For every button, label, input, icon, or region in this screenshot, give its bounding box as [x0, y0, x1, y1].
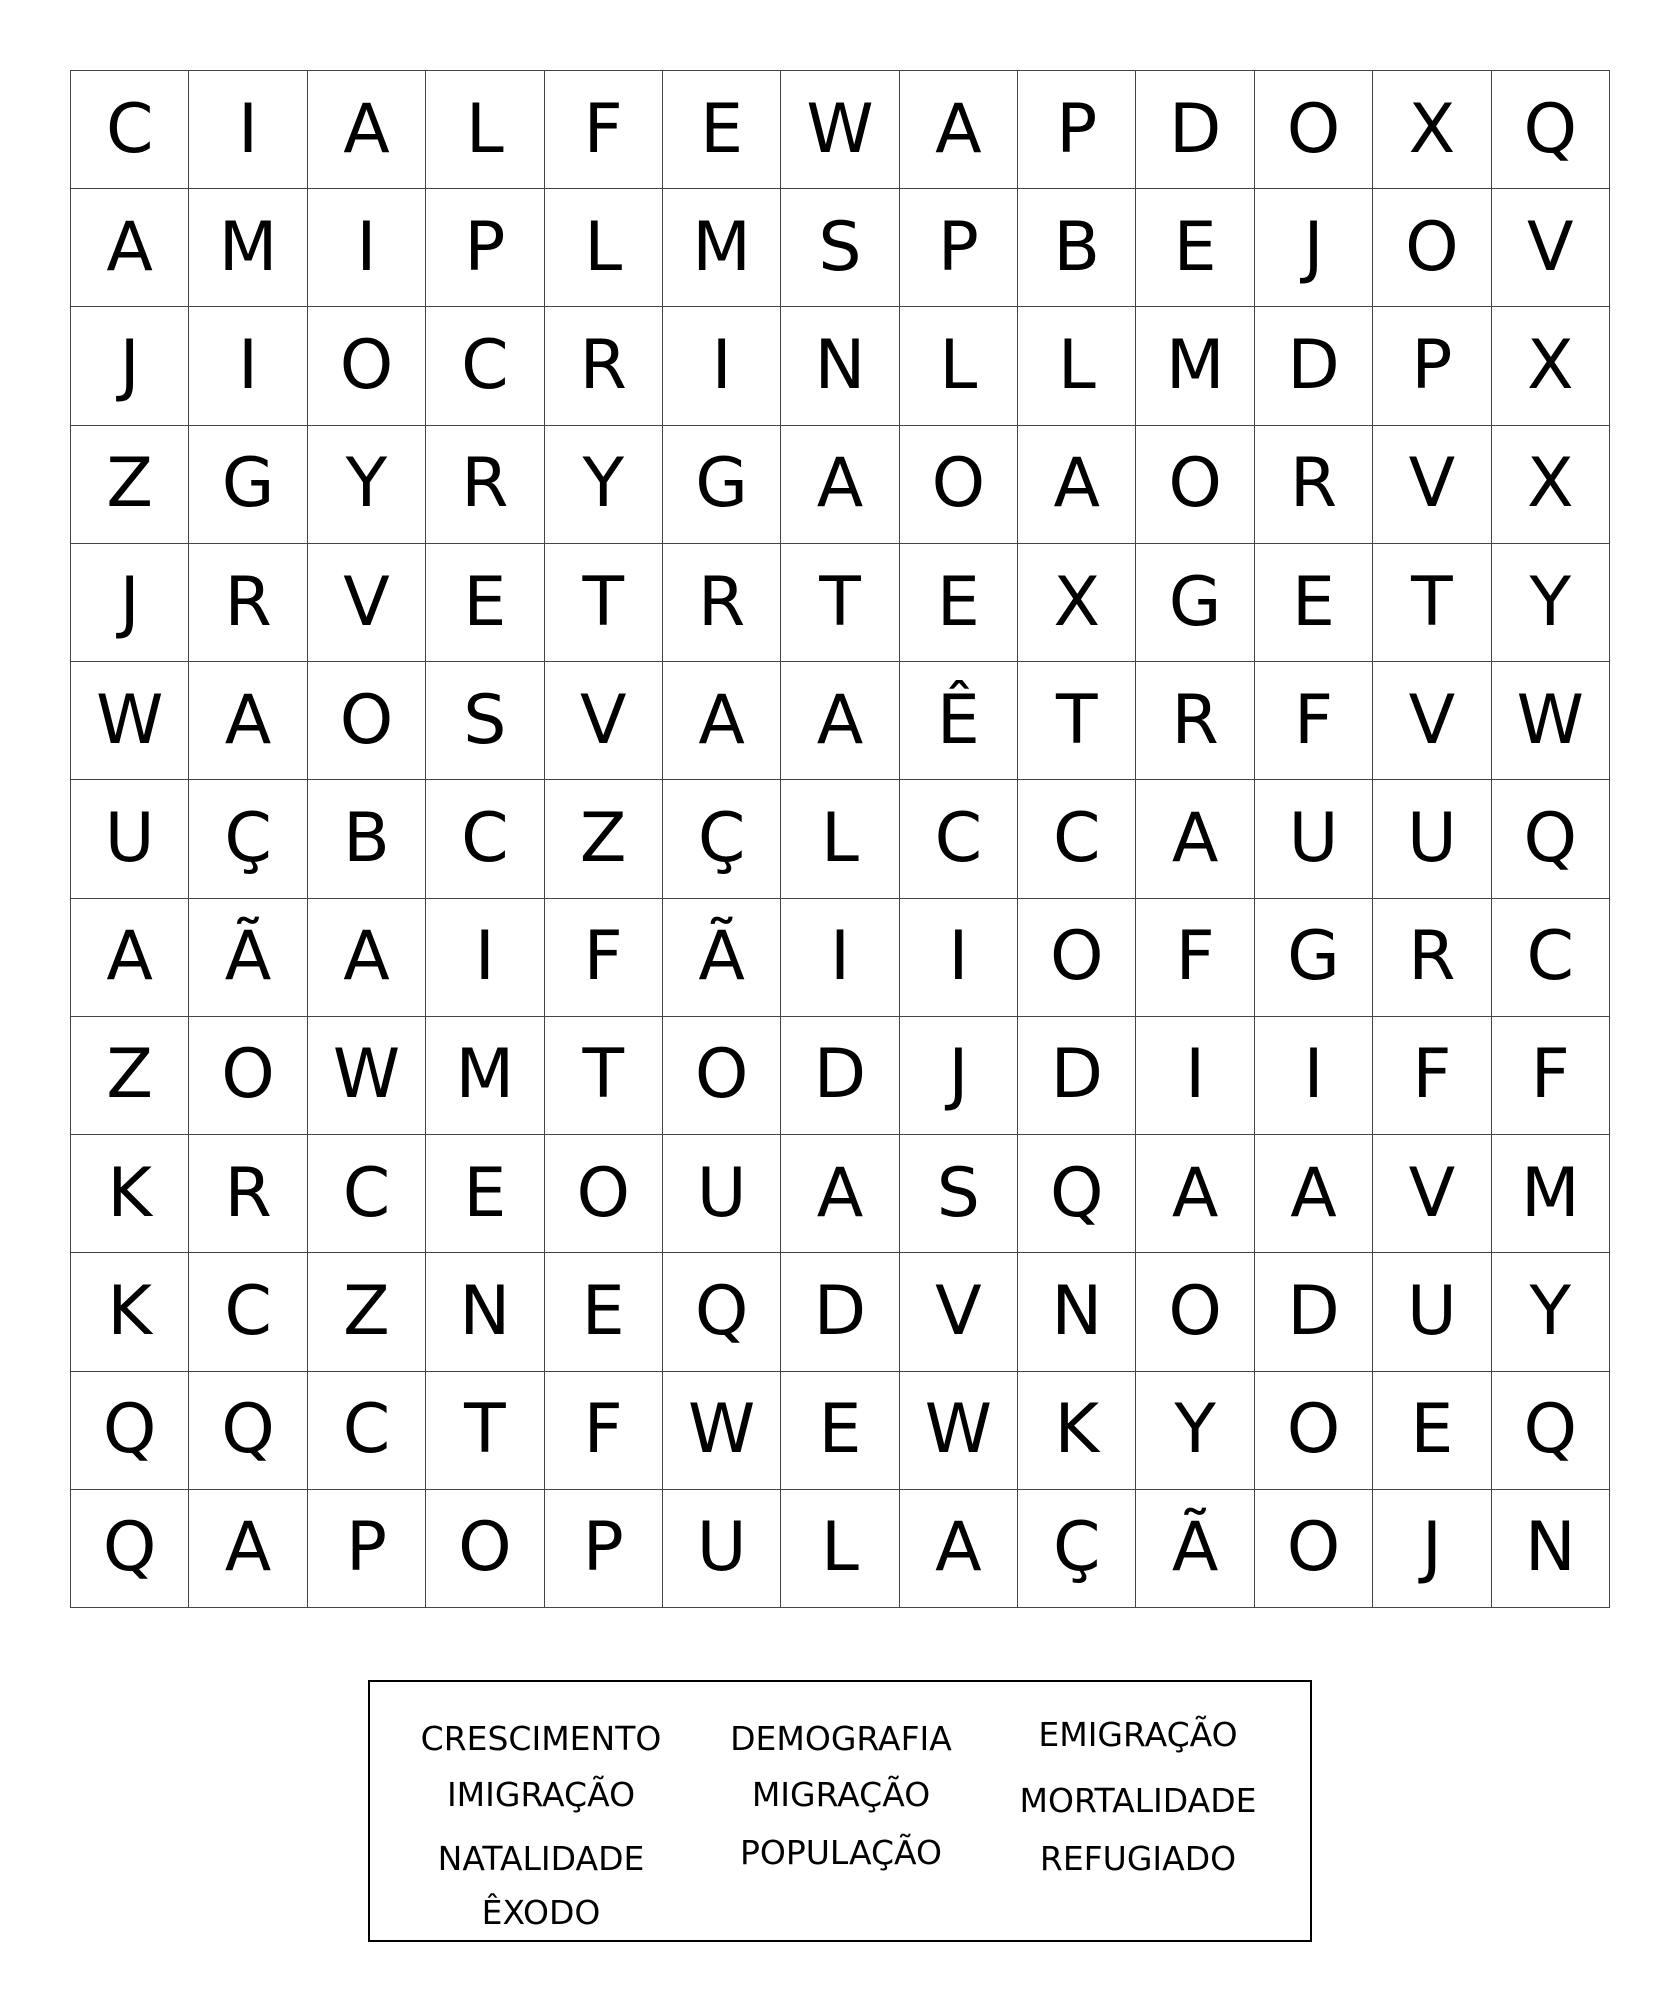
grid-cell[interactable]: I: [900, 899, 1018, 1017]
grid-cell[interactable]: O: [663, 1017, 781, 1135]
grid-cell[interactable]: F: [1136, 899, 1254, 1017]
grid-cell[interactable]: O: [1373, 189, 1491, 307]
grid-cell[interactable]: W: [663, 1372, 781, 1490]
grid-cell[interactable]: G: [1136, 544, 1254, 662]
grid-cell[interactable]: K: [71, 1135, 189, 1253]
grid-cell[interactable]: J: [900, 1017, 1018, 1135]
grid-cell[interactable]: O: [1018, 899, 1136, 1017]
grid-cell[interactable]: P: [426, 189, 544, 307]
grid-cell[interactable]: D: [1255, 307, 1373, 425]
grid-cell[interactable]: E: [900, 544, 1018, 662]
grid-cell[interactable]: T: [426, 1372, 544, 1490]
grid-cell[interactable]: G: [189, 426, 307, 544]
grid-cell[interactable]: M: [426, 1017, 544, 1135]
grid-cell[interactable]: C: [308, 1135, 426, 1253]
grid-cell[interactable]: I: [1255, 1017, 1373, 1135]
grid-cell[interactable]: B: [308, 780, 426, 898]
grid-cell[interactable]: A: [663, 662, 781, 780]
word-demografia: DEMOGRAFIA: [730, 1719, 952, 1758]
grid-cell[interactable]: Q: [71, 1372, 189, 1490]
word-search-grid: [70, 70, 1610, 1608]
grid-cell[interactable]: T: [545, 544, 663, 662]
grid-cell[interactable]: Ã: [1136, 1490, 1254, 1608]
grid-cell[interactable]: T: [781, 544, 899, 662]
grid-cell[interactable]: M: [189, 189, 307, 307]
grid-cell[interactable]: U: [1373, 1253, 1491, 1371]
grid-cell[interactable]: F: [1492, 1017, 1610, 1135]
grid-cell[interactable]: Q: [1492, 780, 1610, 898]
grid-cell[interactable]: X: [1018, 544, 1136, 662]
grid-cell[interactable]: Z: [71, 1017, 189, 1135]
word-refugiado: REFUGIADO: [1039, 1839, 1237, 1878]
grid-cell[interactable]: N: [426, 1253, 544, 1371]
grid-cell[interactable]: C: [426, 780, 544, 898]
grid-cell[interactable]: O: [1255, 1490, 1373, 1608]
grid-cell[interactable]: Y: [1492, 1253, 1610, 1371]
grid-cell[interactable]: P: [900, 189, 1018, 307]
grid-cell[interactable]: E: [663, 71, 781, 189]
grid-cell[interactable]: M: [1136, 307, 1254, 425]
grid-cell[interactable]: O: [1136, 426, 1254, 544]
grid-cell[interactable]: Z: [545, 780, 663, 898]
word-emigracao: EMIGRAÇÃO: [1038, 1715, 1238, 1754]
grid-cell[interactable]: P: [1018, 71, 1136, 189]
grid-cell[interactable]: V: [1492, 189, 1610, 307]
grid-cell[interactable]: C: [1018, 780, 1136, 898]
grid-cell[interactable]: K: [71, 1253, 189, 1371]
grid-cell[interactable]: Q: [1018, 1135, 1136, 1253]
grid-cell[interactable]: C: [426, 307, 544, 425]
grid-cell[interactable]: A: [71, 899, 189, 1017]
grid-cell[interactable]: I: [426, 899, 544, 1017]
grid-cell[interactable]: U: [1255, 780, 1373, 898]
grid-cell[interactable]: R: [189, 1135, 307, 1253]
grid-cell[interactable]: A: [71, 189, 189, 307]
grid-cell[interactable]: Q: [71, 1490, 189, 1608]
grid-cell[interactable]: W: [900, 1372, 1018, 1490]
grid-cell[interactable]: I: [308, 189, 426, 307]
grid-cell[interactable]: W: [1492, 662, 1610, 780]
word-populacao: POPULAÇÃO: [739, 1833, 943, 1872]
grid-cell[interactable]: O: [1255, 71, 1373, 189]
grid-cell[interactable]: I: [189, 307, 307, 425]
grid-cell[interactable]: R: [1373, 899, 1491, 1017]
grid-cell[interactable]: A: [189, 662, 307, 780]
grid-cell[interactable]: X: [1492, 426, 1610, 544]
grid-cell[interactable]: X: [1492, 307, 1610, 425]
grid-cell[interactable]: U: [71, 780, 189, 898]
grid-cell[interactable]: D: [1255, 1253, 1373, 1371]
grid-cell[interactable]: Q: [189, 1372, 307, 1490]
grid-cell[interactable]: C: [308, 1372, 426, 1490]
grid-cell[interactable]: P: [545, 1490, 663, 1608]
word-crescimento: CRESCIMENTO: [420, 1719, 662, 1758]
word-list-box: [368, 1680, 1312, 1942]
grid-cell[interactable]: I: [1136, 1017, 1254, 1135]
grid-cell[interactable]: A: [781, 662, 899, 780]
grid-cell[interactable]: Y: [1136, 1372, 1254, 1490]
grid-cell[interactable]: A: [189, 1490, 307, 1608]
grid-cell[interactable]: D: [1136, 71, 1254, 189]
grid-cell[interactable]: R: [663, 544, 781, 662]
grid-cell[interactable]: O: [900, 426, 1018, 544]
grid-cell[interactable]: N: [1018, 1253, 1136, 1371]
grid-cell[interactable]: O: [545, 1135, 663, 1253]
grid-cell[interactable]: L: [781, 780, 899, 898]
grid-cell[interactable]: G: [663, 426, 781, 544]
grid-cell[interactable]: M: [663, 189, 781, 307]
grid-cell[interactable]: Z: [71, 426, 189, 544]
grid-cell[interactable]: L: [781, 1490, 899, 1608]
word-migracao: MIGRAÇÃO: [751, 1775, 931, 1814]
grid-cell[interactable]: E: [426, 544, 544, 662]
grid-cell[interactable]: Y: [308, 426, 426, 544]
grid-cell[interactable]: X: [1373, 71, 1491, 189]
grid-cell[interactable]: V: [308, 544, 426, 662]
grid-cell[interactable]: J: [71, 544, 189, 662]
grid-cell[interactable]: R: [1255, 426, 1373, 544]
grid-cell[interactable]: F: [545, 71, 663, 189]
grid-cell[interactable]: A: [781, 426, 899, 544]
grid-cell[interactable]: J: [1373, 1490, 1491, 1608]
grid-cell[interactable]: F: [1373, 1017, 1491, 1135]
grid-cell[interactable]: Q: [663, 1253, 781, 1371]
grid-cell[interactable]: A: [308, 71, 426, 189]
grid-cell[interactable]: A: [900, 1490, 1018, 1608]
grid-cell[interactable]: Ç: [1018, 1490, 1136, 1608]
grid-cell[interactable]: G: [1255, 899, 1373, 1017]
grid-cell[interactable]: D: [781, 1017, 899, 1135]
grid-cell[interactable]: O: [1255, 1372, 1373, 1490]
grid-cell[interactable]: Z: [308, 1253, 426, 1371]
grid-cell[interactable]: L: [1018, 307, 1136, 425]
grid-cell[interactable]: Ã: [663, 899, 781, 1017]
grid-cell[interactable]: O: [1136, 1253, 1254, 1371]
grid-cell[interactable]: V: [545, 662, 663, 780]
grid-cell[interactable]: P: [1373, 307, 1491, 425]
word-mortalidade: MORTALIDADE: [1019, 1781, 1257, 1820]
grid-cell[interactable]: O: [308, 307, 426, 425]
grid-cell[interactable]: O: [426, 1490, 544, 1608]
grid-cell[interactable]: S: [781, 189, 899, 307]
grid-cell[interactable]: Ê: [900, 662, 1018, 780]
grid-cell[interactable]: Ã: [189, 899, 307, 1017]
grid-cell[interactable]: A: [308, 899, 426, 1017]
grid-cell[interactable]: R: [189, 544, 307, 662]
word-natalidade: NATALIDADE: [437, 1839, 645, 1878]
grid-cell[interactable]: T: [1018, 662, 1136, 780]
word-exodo: ÊXODO: [481, 1893, 601, 1932]
grid-cell[interactable]: O: [308, 662, 426, 780]
grid-cell[interactable]: L: [900, 307, 1018, 425]
grid-cell[interactable]: E: [1373, 1372, 1491, 1490]
grid-cell[interactable]: L: [545, 189, 663, 307]
grid-cell[interactable]: V: [1373, 426, 1491, 544]
grid-cell[interactable]: C: [900, 780, 1018, 898]
grid-cell[interactable]: T: [1373, 544, 1491, 662]
grid-cell[interactable]: Y: [545, 426, 663, 544]
grid-cell[interactable]: W: [71, 662, 189, 780]
grid-cell[interactable]: C: [1492, 899, 1610, 1017]
grid-cell[interactable]: J: [71, 307, 189, 425]
grid-cell[interactable]: A: [900, 71, 1018, 189]
grid-cell[interactable]: W: [781, 71, 899, 189]
grid-cell[interactable]: A: [1136, 1135, 1254, 1253]
grid-cell[interactable]: F: [545, 1372, 663, 1490]
grid-cell[interactable]: B: [1018, 189, 1136, 307]
grid-cell[interactable]: I: [189, 71, 307, 189]
grid-cell[interactable]: S: [900, 1135, 1018, 1253]
grid-cell[interactable]: R: [1136, 662, 1254, 780]
grid-cell[interactable]: E: [426, 1135, 544, 1253]
grid-cell[interactable]: D: [1018, 1017, 1136, 1135]
grid-cell[interactable]: Q: [1492, 1372, 1610, 1490]
grid-cell[interactable]: T: [545, 1017, 663, 1135]
grid-cell[interactable]: A: [1136, 780, 1254, 898]
grid-cell[interactable]: W: [308, 1017, 426, 1135]
grid-cell[interactable]: E: [781, 1372, 899, 1490]
grid-cell[interactable]: Ç: [189, 780, 307, 898]
grid-cell[interactable]: R: [545, 307, 663, 425]
grid-cell[interactable]: Q: [1492, 71, 1610, 189]
grid-cell[interactable]: V: [1373, 662, 1491, 780]
grid-cell[interactable]: K: [1018, 1372, 1136, 1490]
grid-cell[interactable]: O: [189, 1017, 307, 1135]
word-imigracao: IMIGRAÇÃO: [446, 1775, 636, 1814]
grid-cell[interactable]: Y: [1492, 544, 1610, 662]
grid-cell[interactable]: F: [545, 899, 663, 1017]
grid-cell[interactable]: V: [1373, 1135, 1491, 1253]
grid-cell[interactable]: C: [71, 71, 189, 189]
grid-cell[interactable]: P: [308, 1490, 426, 1608]
grid-cell[interactable]: U: [1373, 780, 1491, 898]
grid-cell[interactable]: F: [1255, 662, 1373, 780]
grid-cell[interactable]: Ç: [663, 780, 781, 898]
grid-cell[interactable]: N: [781, 307, 899, 425]
grid-cell[interactable]: M: [1492, 1135, 1610, 1253]
grid-cell[interactable]: N: [1492, 1490, 1610, 1608]
grid-cell[interactable]: E: [1136, 189, 1254, 307]
grid-cell[interactable]: R: [426, 426, 544, 544]
grid-cell[interactable]: I: [663, 307, 781, 425]
grid-cell[interactable]: E: [1255, 544, 1373, 662]
grid-cell[interactable]: A: [781, 1135, 899, 1253]
grid-cell[interactable]: C: [189, 1253, 307, 1371]
grid-cell[interactable]: V: [900, 1253, 1018, 1371]
grid-cell[interactable]: J: [1255, 189, 1373, 307]
grid-cell[interactable]: D: [781, 1253, 899, 1371]
grid-cell[interactable]: U: [663, 1135, 781, 1253]
grid-cell[interactable]: I: [781, 899, 899, 1017]
grid-cell[interactable]: S: [426, 662, 544, 780]
grid-cell[interactable]: L: [426, 71, 544, 189]
grid-cell[interactable]: A: [1018, 426, 1136, 544]
grid-cell[interactable]: E: [545, 1253, 663, 1371]
grid-cell[interactable]: U: [663, 1490, 781, 1608]
grid-cell[interactable]: A: [1255, 1135, 1373, 1253]
